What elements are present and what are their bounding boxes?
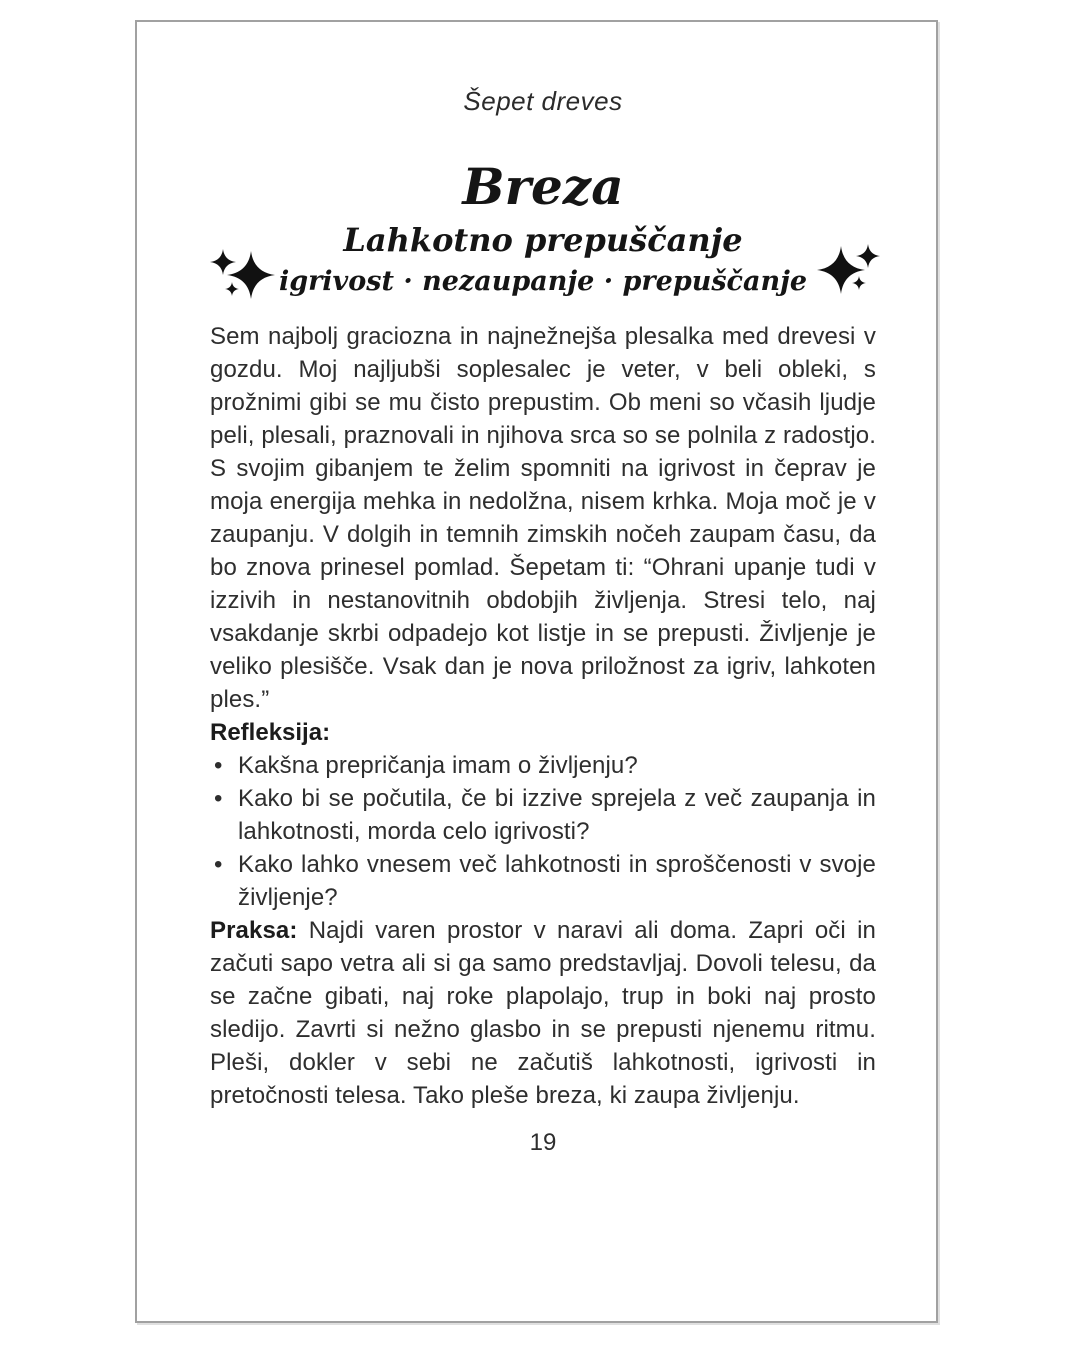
reflection-question: • Kako bi se počutila, če bi izzive sprejela z več zaupanja in lahkotnosti, morda celo igrivosti? bbox=[210, 782, 876, 848]
practice-text: Najdi varen prostor v naravi ali doma. Zapri oči in začuti sapo vetra ali si ga samo predstavljaj. Dovoli telesu, da se začne gibati, naj roke plapolajo, trup in boki naj prosto sledijo. Zavrti si nežno glasbo in se prepusti njenemu ritmu. Pleši, dokler v sebi ne začutiš lahkotnosti, igrivosti in pretočnosti telesa. Tako pleše breza, ki zaupa življenju. bbox=[210, 916, 876, 1109]
page-frame bbox=[135, 20, 938, 1323]
sparkles-left-icon bbox=[188, 235, 298, 330]
reflection-question: • Kako lahko vnesem več lahkotnosti in sproščenosti v svoje življenje? bbox=[210, 848, 876, 914]
reflection-list bbox=[210, 749, 876, 914]
chapter-subtitle: Lahkotno prepuščanje bbox=[343, 221, 743, 259]
sparkles-right-icon bbox=[796, 230, 906, 325]
reflection-heading: Refleksija: bbox=[210, 718, 331, 746]
practice-label: Praksa: bbox=[210, 916, 298, 944]
chapter-title: Breza bbox=[462, 157, 624, 216]
page-number: 19 bbox=[529, 1128, 557, 1156]
practice-paragraph bbox=[210, 914, 876, 1112]
intro-paragraph: Sem najbolj graciozna in najnežnejša plesalka med drevesi v gozdu. Moj najljubši soplesalec je veter, v beli obleki, s prožnimi gibi se mu čisto prepustim. Ob meni so včasih ljudje peli, plesali, praznovali in njihova srca so se polnila z radostjo. S svojim gibanjem te želim spomniti na igrivost in čeprav je moja energija mehka in nedolžna, nisem krhka. Moja moč je v zaupanju. V dolgih in temnih zimskih nočeh zaupam času, da bo znova prinesel pomlad. Šepetam ti: “Ohrani upanje tudi v izzivih in nestanovitnih obdobjih življenja. Stresi telo, naj vsakdanje skrbi odpadejo kot listje in se prepusti. Življenje je veliko plesišče. Vsak dan je nova priložnost za igriv, lahkoten ples.” bbox=[210, 322, 876, 713]
running-header: Šepet dreves bbox=[463, 86, 623, 116]
chapter-keywords: igrivost · nezaupanje · prepuščanje bbox=[278, 265, 808, 297]
chapter-title-block bbox=[210, 117, 876, 297]
page-content bbox=[137, 22, 936, 1321]
reflection-question: • Kakšna prepričanja imam o življenju? bbox=[210, 749, 876, 782]
